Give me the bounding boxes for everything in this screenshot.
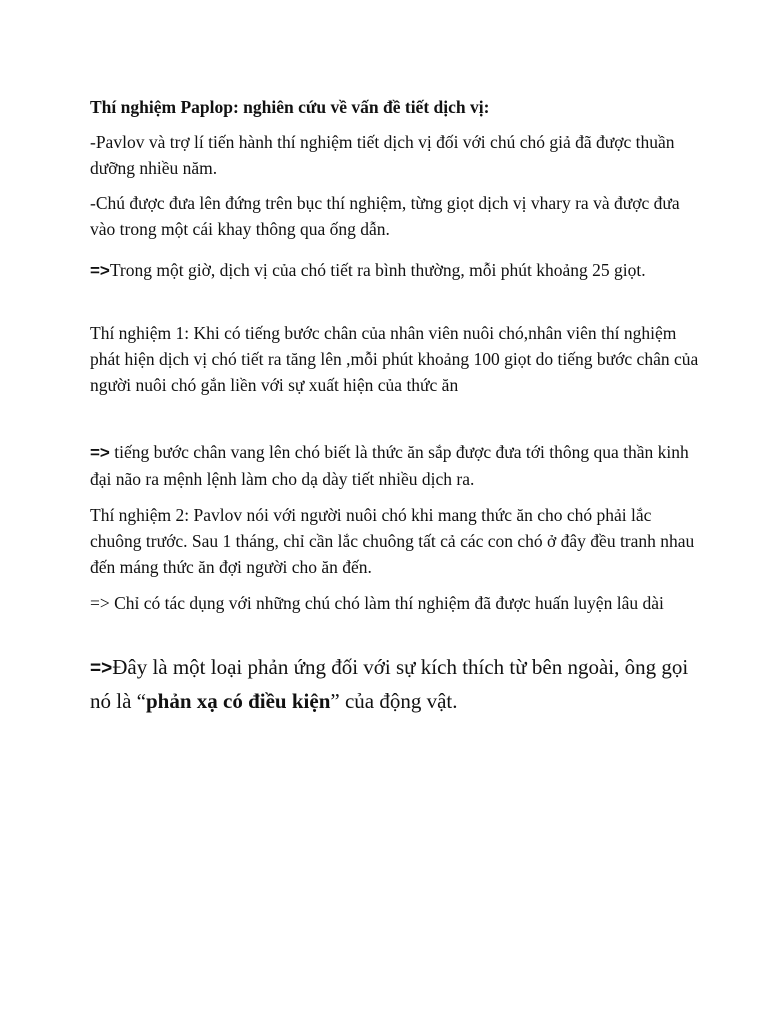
paragraph-dog-setup: -Chú được đưa lên đứng trên bục thí nghiệm, từng giọt dịch vị vhary ra và được đưa vào trong một cái khay thông qua ống dẫn. [90, 193, 680, 239]
paragraph-experiment-1: Thí nghiệm 1: Khi có tiếng bước chân của nhân viên nuôi chó,nhân viên thí nghiệm phát hiện dịch vị chó tiết ra tăng lên ,mỗi phút khoảng 100 giọt do tiếng bước chân của người nuôi chó gắn liền với sự xuất hiện của thức ăn [90, 323, 699, 395]
arrow-marker: => [90, 261, 110, 280]
arrow-marker: => [90, 658, 113, 679]
paragraph-text: Đây là một loại phản ứng đối với sự kích thích từ bên ngoài, ông gọi nó là “ [90, 655, 689, 713]
arrow-marker: => [90, 443, 110, 462]
paragraph-pavlov-intro: -Pavlov và trợ lí tiến hành thí nghiệm tiết dịch vị đối với chú chó giả đã được thuần dưỡng nhiều năm. [90, 132, 675, 178]
paragraph-experiment-2: Thí nghiệm 2: Pavlov nói với người nuôi chó khi mang thức ăn cho chó phải lắc chuông trước. Sau 1 tháng, chỉ cần lắc chuông tất cả các con chó ở đây đều tranh nhau đến máng thức ăn đợi người cho ăn đến. [90, 505, 695, 577]
paragraph-text-end: ” của động vật. [330, 689, 458, 713]
paragraph-text: Trong một giờ, dịch vị của chó tiết ra bình thường, mỗi phút khoảng 25 giọt. [109, 260, 646, 280]
conditioned-reflex-term: phản xạ có điều kiện [145, 689, 331, 713]
paragraph-experiment-2-conclusion: => Chỉ có tác dụng với những chú chó làm thí nghiệm đã được huấn luyện lâu dài [90, 593, 664, 613]
paragraph-normal-secretion [90, 257, 700, 284]
paragraph-experiment-1-conclusion [90, 439, 700, 492]
paragraph-text: tiếng bước chân vang lên chó biết là thức ăn sắp được đưa tới thông qua thần kinh đại não ra mệnh lệnh làm cho dạ dày tiết nhiều dịch ra. [90, 442, 689, 489]
document-title: Thí nghiệm Paplop: nghiên cứu về vấn đề tiết dịch vị: [90, 97, 490, 117]
paragraph-conditioned-reflex [90, 651, 700, 718]
